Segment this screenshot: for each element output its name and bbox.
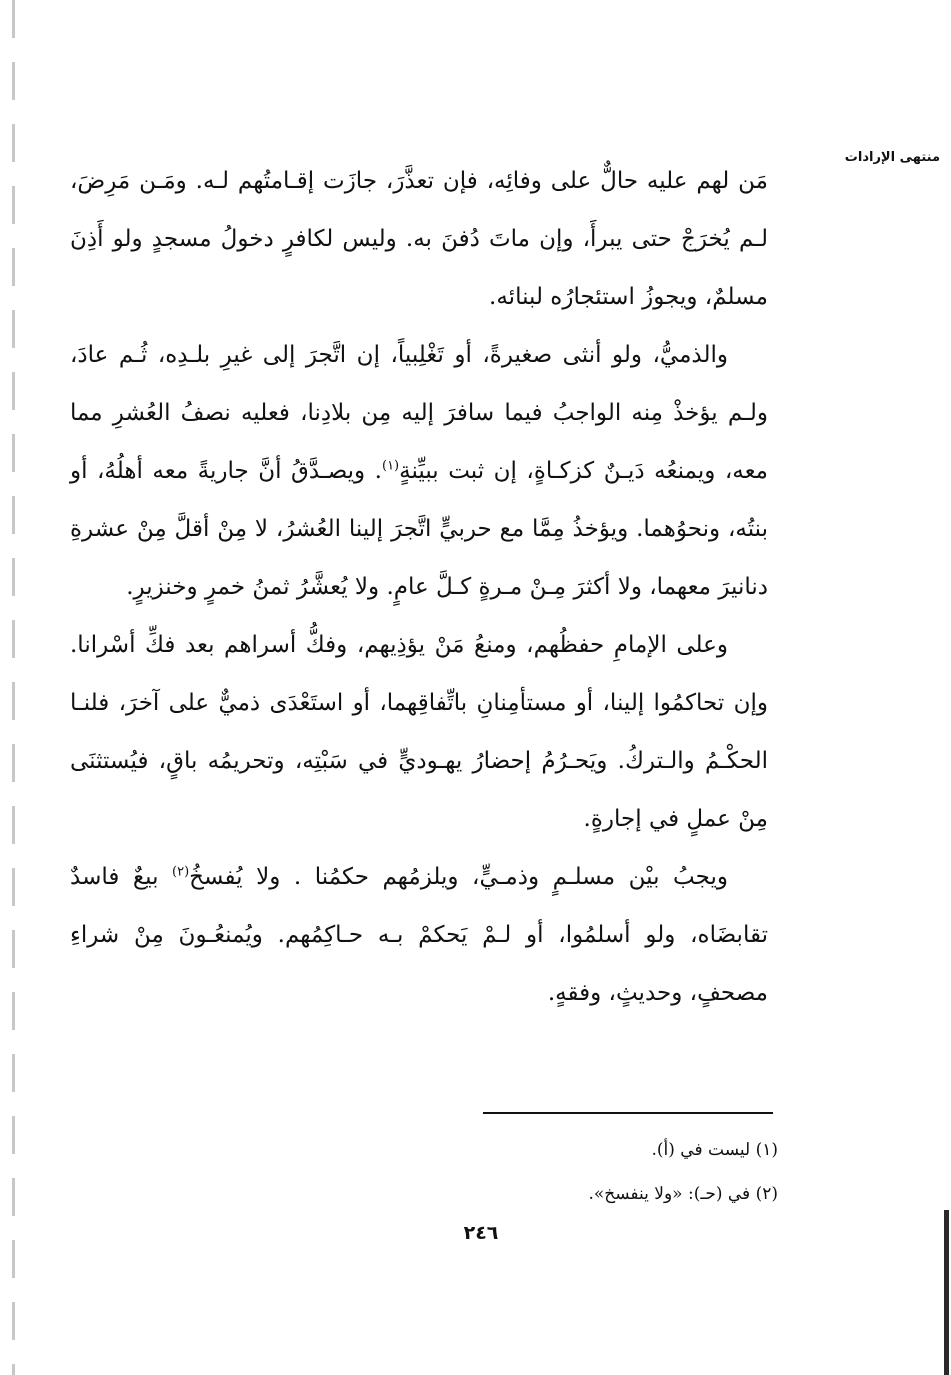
paragraph-4	[70, 848, 768, 1022]
footnote-ref-2: (٢)	[172, 864, 190, 880]
paragraph-1	[70, 152, 768, 326]
running-head: منتهى الإرادات	[844, 150, 940, 165]
scan-edge-right	[944, 1210, 949, 1375]
footnotes	[480, 1128, 778, 1216]
footnote-divider	[483, 1112, 773, 1114]
paragraph-text: وعلى الإمامِ حفظُهم، ومنعُ مَنْ يؤذِيهم، وفكُّ أسراهم بعد فكِّ أسْرانا. وإن تحاكمُوا إلينا، أو مستأمِنانِ باتِّفاقِهما، أو استَعْدَى ذميٌّ على آخرَ، فلنـا الحكْـمُ والـتركُ. ويَحـرُمُ إحضارُ يهـوديٍّ في سَبْتِه، وتحريمُه باقٍ، فيُستثنَى مِنْ عملٍ في إجارةٍ.	[70, 632, 768, 832]
main-text	[70, 152, 768, 1022]
paragraph-2	[70, 326, 768, 616]
paragraph-text: بيعٌ فاسدٌ تقابضَاه، ولو أسلمُوا، أو لـمْ يَحكمْ بـه حـاكِمُهم. ويُمنعُـونَ مِنْ شراءِ مصحفٍ، وحديثٍ، وفقهٍ.	[70, 864, 768, 1006]
paragraph-text: والذميُّ، ولو أنثى صغيرةً، أو تَغْلِبياً، إن اتَّجرَ إلى غيرِ بلـدِه، ثُـم عادَ، ولـم يؤخذْ مِنه الواجبُ فيما سافرَ إليه مِن بلادِنا، فعليه نصفُ العُشرِ مما معه، ويمنعُه دَيـنٌ كزكـاةٍ، إن ثبت ببيِّنةٍ	[70, 342, 769, 484]
footnote-1: (١) ليست في (أ).	[651, 1140, 778, 1160]
scan-edge-left	[12, 0, 15, 1375]
footnote-2: (٢) في (حـ): «ولا ينفسخ».	[588, 1184, 778, 1204]
paragraph-3	[70, 616, 768, 848]
paragraph-text: مَن لهم عليه حالٌّ على وفائِه، فإن تعذَّرَ، جازَت إقـامتُهم لـه. ومَـن مَرِضَ، لـم يُخرَجْ حتى يبرأَ، وإن ماتَ دُفنَ به. وليس لكافرٍ دخولُ مسجدٍ ولو أَذِنَ مسلمٌ، ويجوزُ استئجارُه لبنائه.	[70, 168, 768, 310]
paragraph-text: ويجبُ بيْن مسلـمٍ وذمـيٍّ، ويلزمُهم حكمُنا . ولا يُفسخُ	[189, 864, 728, 890]
paragraph-text: . ويصـدَّقُ أنَّ جاريةً معه أهلُهُ، أو بنتُه، ونحوُهما. ويؤخذُ مِمَّا مع حربيٍّ اتَّجرَ إلينا العُشرُ، لا مِنْ أقلَّ مِنْ عشرةِ دنانيرَ معهما، ولا أكثرَ مِـنْ مـرةٍ كـلَّ عامٍ. ولا يُعشَّرُ ثمنُ خمرٍ وخنزيرٍ.	[70, 458, 768, 600]
footnote-ref-1: (١)	[381, 458, 400, 474]
page-number: ٢٤٦	[463, 1222, 499, 1244]
